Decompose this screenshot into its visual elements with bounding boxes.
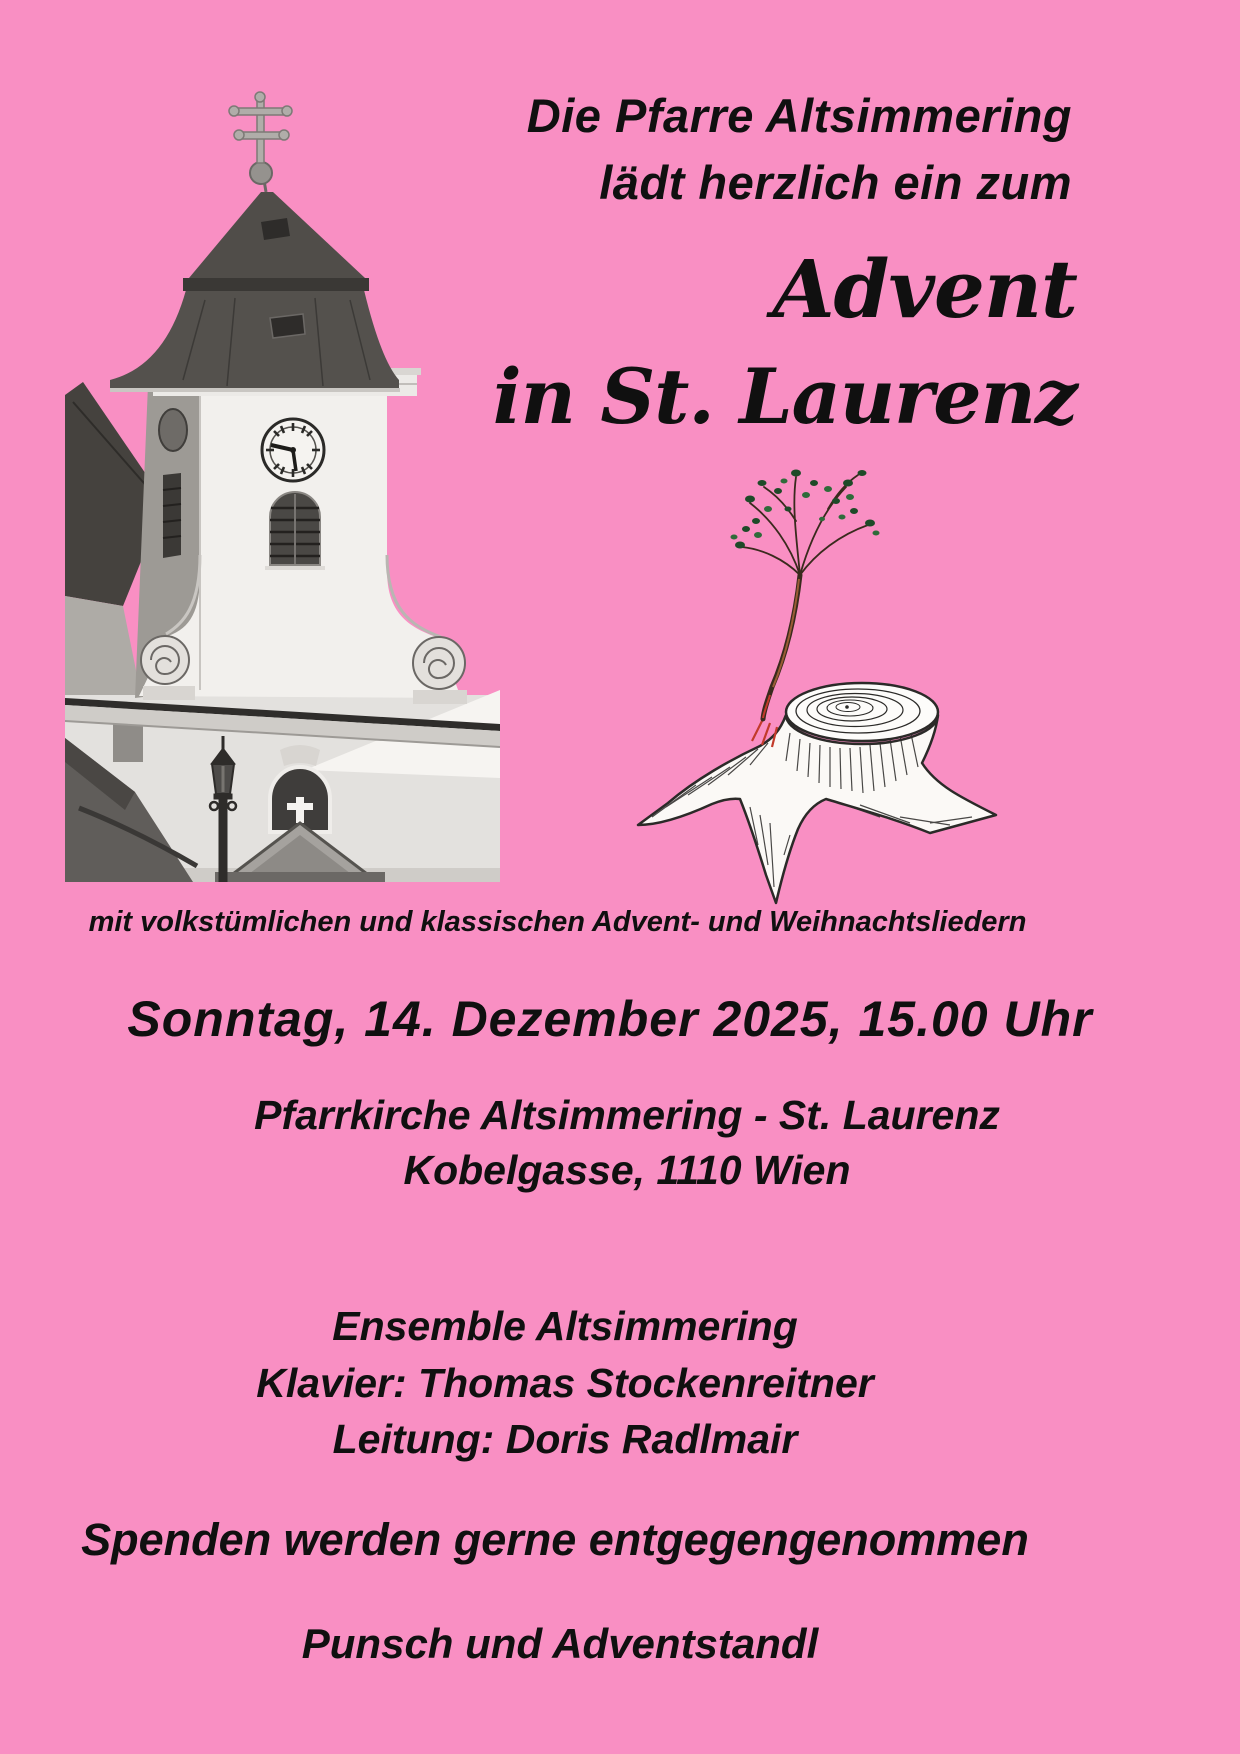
performers-piano: Klavier: Thomas Stockenreitner (256, 1360, 874, 1406)
event-datetime: Sonntag, 14. Dezember 2025, 15.00 Uhr (127, 991, 1093, 1047)
title-line2: in St. Laurenz (492, 352, 1077, 441)
donations-note: Spenden werden gerne entgegengenommen (81, 1514, 1029, 1565)
event-location-address: Kobelgasse, 1110 Wien (403, 1147, 851, 1193)
header-line1: Die Pfarre Altsimmering (526, 89, 1072, 142)
header-line2: lädt herzlich ein zum (599, 156, 1072, 209)
title-line1: Advent (772, 242, 1077, 336)
church-tower-photo (65, 50, 500, 882)
event-location-name: Pfarrkirche Altsimmering - St. Laurenz (254, 1092, 1000, 1138)
punsch-note: Punsch und Adventstandl (301, 1620, 819, 1667)
subtitle: mit volkstümlichen und klassischen Advent- und Weihnachtsliedern (88, 906, 1027, 938)
performers-ensemble: Ensemble Altsimmering (332, 1303, 798, 1349)
church-cross (229, 92, 292, 163)
tree-stump-sapling-drawing (600, 425, 1020, 905)
performers-conductor: Leitung: Doris Radlmair (332, 1416, 798, 1462)
